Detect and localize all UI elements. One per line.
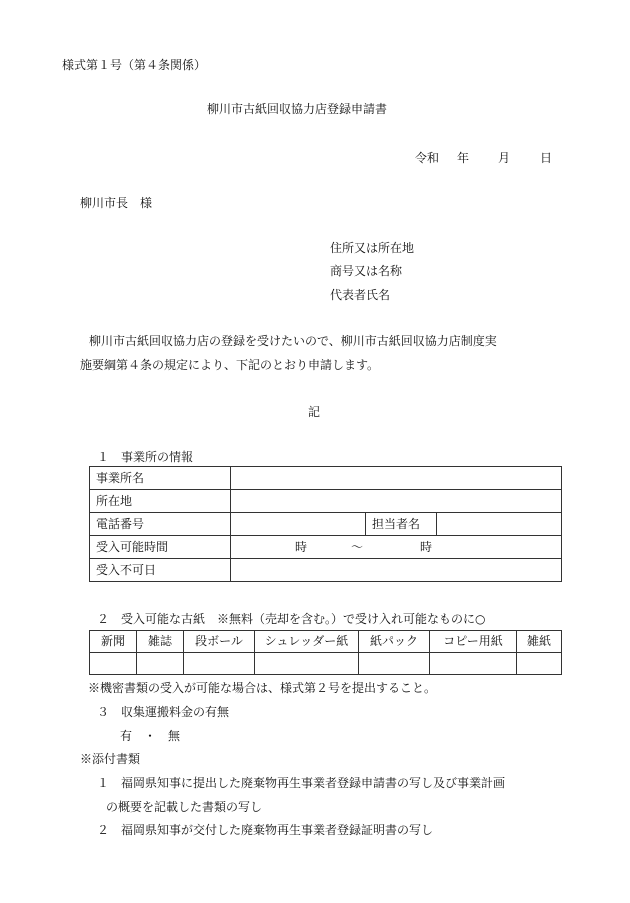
contact-value[interactable] bbox=[437, 513, 562, 536]
table-row bbox=[90, 559, 562, 582]
paper-type-newspaper: 新聞 bbox=[90, 631, 137, 653]
contact-label: 担当者名 bbox=[366, 513, 437, 536]
date-year: 年 bbox=[457, 151, 470, 165]
paper-type-magazine: 雑誌 bbox=[137, 631, 184, 653]
location-label: 所在地 bbox=[90, 490, 231, 513]
location-value[interactable] bbox=[231, 490, 562, 513]
addressee: 柳川市長 様 bbox=[80, 196, 153, 210]
date-day: 日 bbox=[540, 151, 553, 165]
office-name-label: 事業所名 bbox=[90, 467, 231, 490]
fee-options[interactable]: 有 ・ 無 bbox=[120, 729, 181, 743]
paper-check-magazine[interactable] bbox=[137, 653, 184, 675]
attachment-item-2: ２ 福岡県知事が交付した廃棄物再生事業者登録証明書の写し bbox=[97, 823, 434, 837]
closed-days-label: 受入不可日 bbox=[90, 559, 231, 582]
hours-tilde: 〜 bbox=[351, 540, 364, 554]
closed-days-value[interactable] bbox=[231, 559, 562, 582]
table-row bbox=[90, 631, 562, 653]
applicant-representative-label: 代表者氏名 bbox=[330, 288, 391, 302]
paper-type-cardboard: 段ボール bbox=[184, 631, 255, 653]
paper-check-copy-paper[interactable] bbox=[430, 653, 517, 675]
body-text-line-1: 柳川市古紙回収協力店の登録を受けたいので、柳川市古紙回収協力店制度実 bbox=[89, 334, 497, 348]
applicant-address-label: 住所又は所在地 bbox=[330, 241, 415, 255]
table-row bbox=[90, 467, 562, 490]
office-name-value[interactable] bbox=[231, 467, 562, 490]
document-title: 柳川市古紙回収協力店登録申請書 bbox=[207, 102, 388, 116]
section2-heading: ２ 受入可能な古紙 ※無料（売却を含む。）で受け入れ可能なものに○ bbox=[97, 612, 486, 626]
office-info-table bbox=[89, 466, 562, 582]
hours-ji-1: 時 bbox=[295, 540, 308, 554]
form-number: 様式第１号（第４条関係） bbox=[62, 58, 207, 72]
confidential-note: ※機密書類の受入が可能な場合は、様式第２号を提出すること。 bbox=[88, 681, 437, 695]
hours-value[interactable] bbox=[231, 536, 562, 559]
paper-type-shredded: シュレッダー紙 bbox=[255, 631, 359, 653]
table-row bbox=[90, 653, 562, 675]
date-month: 月 bbox=[498, 151, 511, 165]
applicant-business-name-label: 商号又は名称 bbox=[330, 264, 403, 278]
paper-type-carton: 紙パック bbox=[359, 631, 430, 653]
table-row bbox=[90, 513, 562, 536]
body-text-line-2: 施要綱第４条の規定により、下記のとおり申請します。 bbox=[80, 358, 380, 372]
attachment-item-1-line-2: の概要を記載した書類の写し bbox=[106, 800, 263, 814]
paper-type-table bbox=[89, 630, 562, 675]
section3-heading: ３ 収集運搬料金の有無 bbox=[97, 705, 230, 719]
table-row bbox=[90, 490, 562, 513]
paper-check-mixed[interactable] bbox=[517, 653, 562, 675]
paper-type-copy-paper: コピー用紙 bbox=[430, 631, 517, 653]
paper-type-mixed: 雑紙 bbox=[517, 631, 562, 653]
date-era: 令和 bbox=[415, 151, 440, 165]
paper-check-newspaper[interactable] bbox=[90, 653, 137, 675]
table-row bbox=[90, 536, 562, 559]
paper-check-carton[interactable] bbox=[359, 653, 430, 675]
paper-check-cardboard[interactable] bbox=[184, 653, 255, 675]
hours-label: 受入可能時間 bbox=[90, 536, 231, 559]
paper-check-shredded[interactable] bbox=[255, 653, 359, 675]
attachments-heading: ※添付書類 bbox=[80, 752, 141, 766]
phone-label: 電話番号 bbox=[90, 513, 231, 536]
attachment-item-1-line-1: １ 福岡県知事に提出した廃棄物再生事業者登録申請書の写し及び事業計画 bbox=[97, 776, 506, 790]
section1-heading: １ 事業所の情報 bbox=[97, 450, 194, 464]
hours-ji-2: 時 bbox=[420, 540, 433, 554]
phone-value[interactable] bbox=[231, 513, 366, 536]
ki-heading: 記 bbox=[308, 405, 321, 419]
